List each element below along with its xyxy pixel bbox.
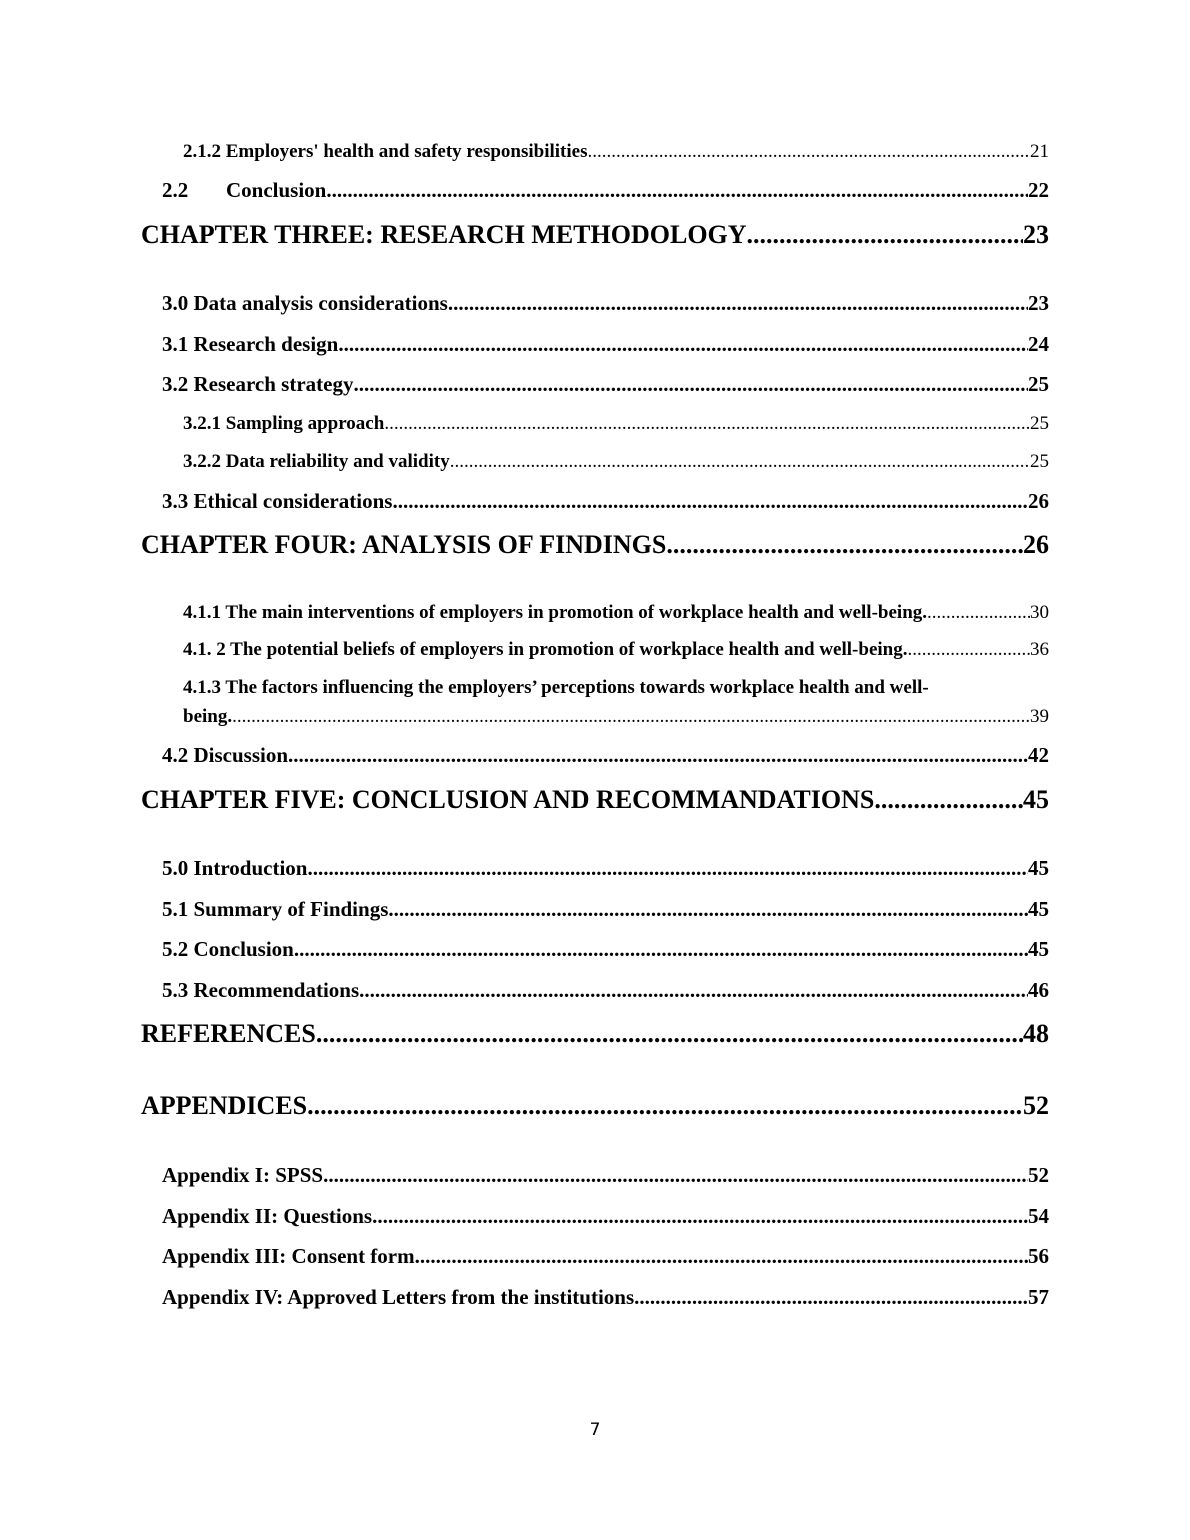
toc-leader [415,1244,1028,1269]
toc-leader [666,530,1023,560]
toc-entry-5-2[interactable] [162,937,1049,962]
toc-page-number: 57 [1028,1285,1049,1309]
toc-page-number: 42 [1028,743,1049,767]
toc-entry-title [162,178,326,203]
toc-entry-3-2[interactable] [162,372,1049,397]
toc-page-number: 46 [1028,978,1049,1002]
toc-entry-title: 4.2 Discussion [162,743,289,767]
toc-leader [747,220,1023,250]
toc-leader [392,489,1028,514]
toc-entry-3-3[interactable] [162,489,1049,514]
toc-leader [634,1285,1028,1310]
toc-leader [326,178,1028,203]
toc-appendix-3[interactable] [162,1244,1049,1269]
toc-entry-number: 2.2 [162,178,189,202]
toc-page-number: 45 [1028,897,1049,921]
toc-entry-title: 4.1. 2 The potential beliefs of employers in promotion of workplace health and well-being. [183,639,908,660]
toc-leader [448,291,1028,316]
toc-leader [372,1204,1028,1229]
toc-page-number: 24 [1028,332,1049,356]
toc-references[interactable] [141,1019,1049,1049]
toc-page-number: 22 [1028,178,1049,202]
toc-leader [288,743,1028,768]
toc-page-number: 39 [1030,706,1049,727]
toc-page-number: 45 [1028,856,1049,880]
toc-entry-title: APPENDICES [141,1091,308,1120]
toc-chapter-five[interactable] [141,785,1049,815]
toc-page-number: 52 [1028,1163,1049,1187]
toc-page-number: 26 [1028,489,1049,513]
toc-entry-title: 3.3 Ethical considerations [162,489,393,513]
toc-entry-title: 5.3 Recommendations [162,978,360,1002]
toc-leader [323,1163,1028,1188]
toc-entry-title: Appendix II: Questions [162,1204,373,1228]
toc-appendix-1[interactable] [162,1163,1049,1188]
toc-page-number: 36 [1030,639,1049,660]
toc-leader [232,706,1030,728]
toc-entry-title: being. [183,706,233,727]
toc-leader [307,856,1028,881]
toc-page-number: 26 [1023,530,1049,559]
toc-page-number: 30 [1030,602,1049,623]
toc-page-number: 23 [1028,291,1049,315]
toc-appendix-2[interactable] [162,1204,1049,1229]
toc-entry-title: 4.1.1 The main interventions of employers in promotion of workplace health and well-being. [183,602,928,623]
toc-entry-title: 3.2.1 Sampling approach [183,413,385,434]
toc-entry-5-1[interactable] [162,897,1049,922]
toc-leader [338,332,1028,357]
toc-appendix-4[interactable] [162,1285,1049,1310]
toc-page-number: 25 [1028,372,1049,396]
toc-leader [384,413,1030,435]
toc-entry-3-2-1[interactable] [183,413,1049,435]
toc-page-number: 23 [1023,220,1049,249]
toc-leader [388,897,1028,922]
toc-entry-4-1-3-line1[interactable]: 4.1.3 The factors influencing the employers’ perceptions towards workplace health and well- [183,677,929,698]
toc-leader [307,1091,1023,1121]
toc-entry-title: 3.2.2 Data reliability and validity [183,451,450,472]
toc-leader [353,372,1028,397]
toc-leader [907,639,1030,661]
page-number-footer: 7 [589,1420,601,1440]
toc-leader [316,1019,1023,1049]
toc-entry-title: 5.1 Summary of Findings [162,897,389,921]
toc-page-number: 54 [1028,1204,1049,1228]
toc-entry-title: 2.1.2 Employers' health and safety responsibilities [183,141,588,162]
toc-page-number: 45 [1023,785,1049,814]
toc-entry-title: Appendix IV: Approved Letters from the institutions [162,1285,635,1309]
toc-entry-2-1-2[interactable] [183,141,1049,163]
toc-entry-title: CHAPTER FIVE: CONCLUSION AND RECOMMANDATIONS [141,785,875,814]
toc-leader [294,937,1028,962]
toc-chapter-three[interactable] [141,220,1049,250]
toc-appendices[interactable] [141,1091,1049,1121]
toc-entry-title: CHAPTER THREE: RESEARCH METHODOLOGY [141,220,747,249]
toc-leader [874,785,1023,815]
toc-entry-title: Appendix III: Consent form [162,1244,415,1268]
toc-entry-5-0[interactable] [162,856,1049,881]
toc-entry-3-2-2[interactable] [183,451,1049,473]
toc-page-number: 25 [1030,451,1049,472]
toc-entry-4-1-3[interactable] [183,706,1049,728]
toc-entry-title: 3.0 Data analysis considerations [162,291,448,315]
toc-leader [927,602,1030,624]
toc-entry-4-2[interactable] [162,743,1049,768]
toc-entry-text: Conclusion [226,178,327,202]
toc-page-number: 56 [1028,1244,1049,1268]
toc-entry-3-0[interactable] [162,291,1049,316]
toc-leader [450,451,1030,473]
toc-entry-title: 5.2 Conclusion [162,937,294,961]
toc-entry-3-1[interactable] [162,332,1049,357]
toc-entry-title: REFERENCES [141,1019,316,1048]
toc-page-number: 21 [1030,141,1049,162]
toc-entry-title: 3.2 Research strategy [162,372,354,396]
toc-page-number: 48 [1023,1019,1049,1048]
toc-page-number: 52 [1023,1091,1049,1120]
toc-entry-4-1-2[interactable] [183,639,1049,661]
toc-entry-title: 3.1 Research design [162,332,339,356]
toc-entry-title: 5.0 Introduction [162,856,308,880]
toc-entry-title: CHAPTER FOUR: ANALYSIS OF FINDINGS [141,530,667,559]
toc-entry-2-2[interactable] [162,178,1049,203]
toc-entry-5-3[interactable] [162,978,1049,1003]
toc-page-number: 45 [1028,937,1049,961]
toc-leader [587,141,1030,163]
toc-leader [359,978,1028,1003]
toc-entry-title: Appendix I: SPSS [162,1163,324,1187]
toc-page-number: 25 [1030,413,1049,434]
toc-entry-4-1-1[interactable] [183,602,1049,624]
toc-chapter-four[interactable] [141,530,1049,560]
